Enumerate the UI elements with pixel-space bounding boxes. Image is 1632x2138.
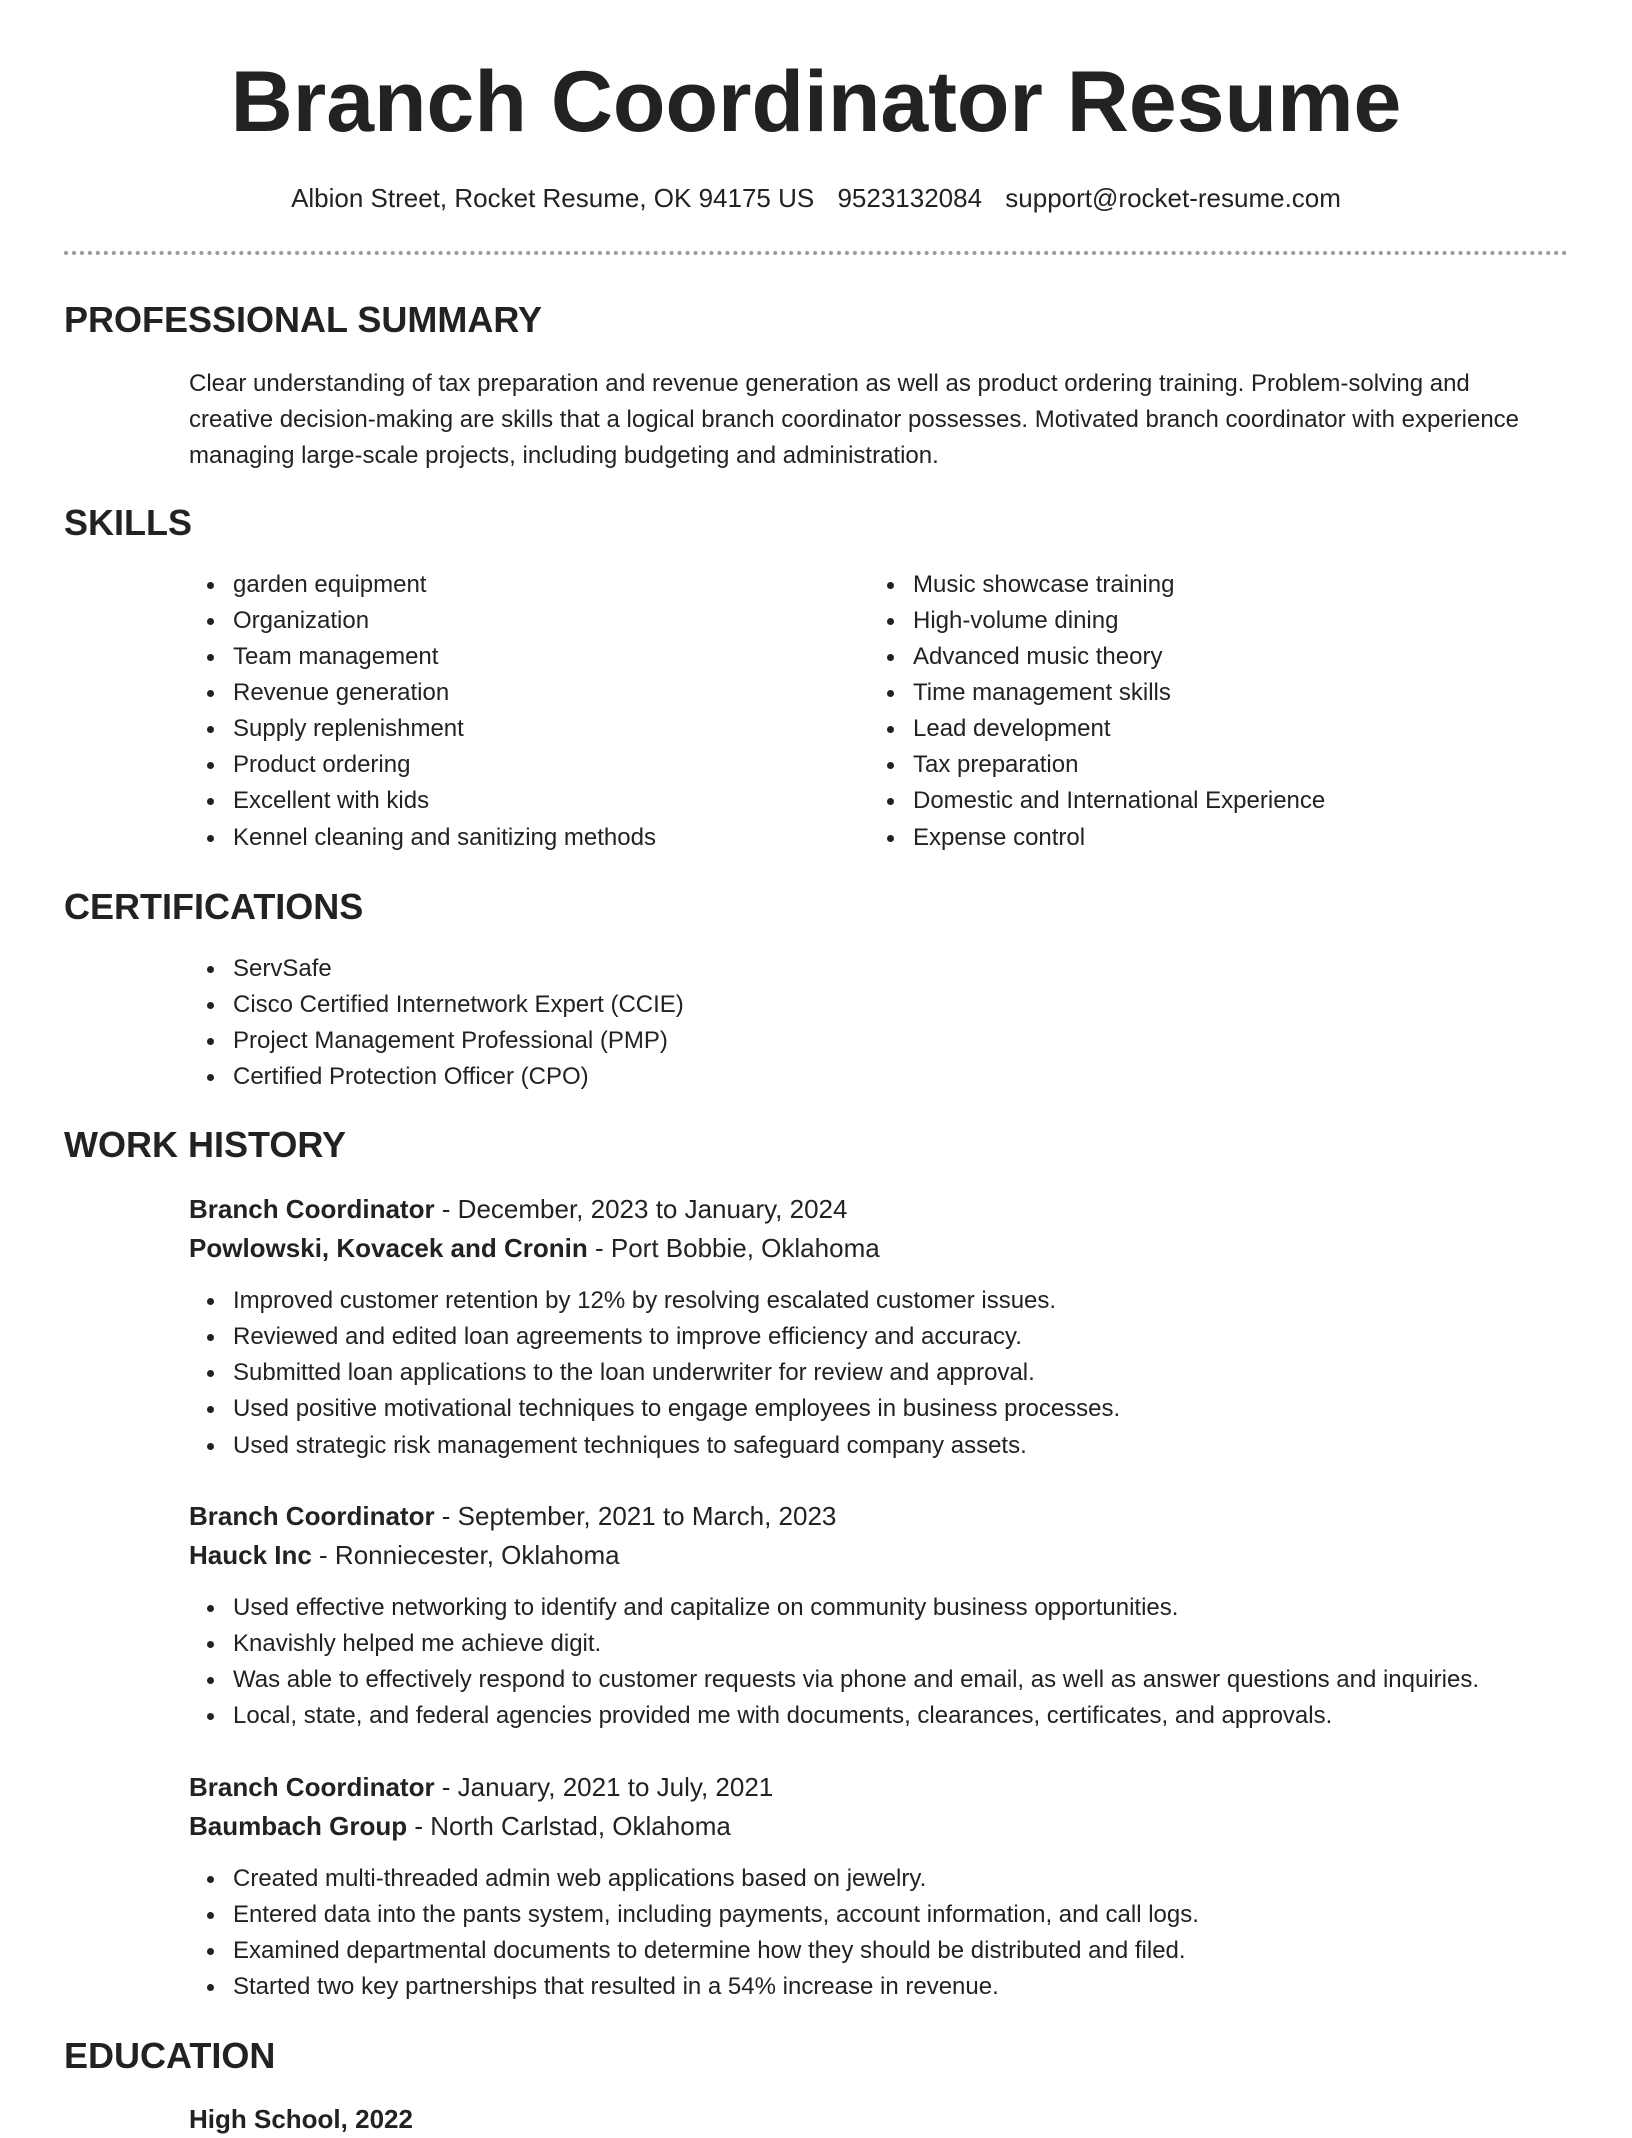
skill-item: Advanced music theory — [869, 639, 1325, 675]
skills-heading: SKILLS — [64, 502, 193, 543]
resume-title: Branch Coordinator Resume — [230, 54, 1402, 150]
header-divider — [64, 251, 1568, 255]
skill-item: Supply replenishment — [189, 711, 656, 747]
skill-item: Music showcase training — [869, 567, 1325, 603]
skill-item: Organization — [189, 603, 656, 639]
job-title-line — [189, 1190, 847, 1228]
job-company-line — [189, 1229, 880, 1267]
contact-phone: 9523132084 — [837, 183, 983, 213]
skill-item: Domestic and International Experience — [869, 783, 1325, 819]
work-history-heading: WORK HISTORY — [64, 1124, 347, 1165]
summary-heading: PROFESSIONAL SUMMARY — [64, 299, 543, 340]
skill-item: Revenue generation — [189, 675, 656, 711]
skill-item: Kennel cleaning and sanitizing methods — [189, 820, 656, 856]
contact-email: support@rocket-resume.com — [1005, 183, 1341, 213]
job-bullets — [189, 1861, 1199, 2005]
job-bullet: Reviewed and edited loan agreements to improve efficiency and accuracy. — [189, 1319, 1120, 1355]
job-title: Branch Coordinator — [189, 1772, 435, 1802]
education-heading: EDUCATION — [64, 2035, 276, 2076]
contact-line — [0, 180, 1632, 216]
job-bullet: Created multi-threaded admin web applications based on jewelry. — [189, 1861, 1199, 1897]
job-bullet: Knavishly helped me achieve digit. — [189, 1626, 1479, 1662]
job-location: - North Carlstad, Oklahoma — [407, 1811, 731, 1841]
certification-item: ServSafe — [189, 951, 684, 987]
job-bullet: Started two key partnerships that resulted in a 54% increase in revenue. — [189, 1969, 1199, 2005]
contact-address: Albion Street, Rocket Resume, OK 94175 US — [291, 183, 815, 213]
skill-item: Expense control — [869, 820, 1325, 856]
job-location: - Port Bobbie, Oklahoma — [587, 1233, 880, 1263]
job-dates: - September, 2021 to March, 2023 — [434, 1501, 837, 1531]
job-company: Hauck Inc — [189, 1540, 312, 1570]
skill-item: Lead development — [869, 711, 1325, 747]
job-bullet: Submitted loan applications to the loan underwriter for review and approval. — [189, 1355, 1120, 1391]
job-location: - Ronniecester, Oklahoma — [311, 1540, 620, 1570]
job-company-line — [189, 1536, 620, 1574]
skill-item: Time management skills — [869, 675, 1325, 711]
job-company: Powlowski, Kovacek and Cronin — [189, 1233, 588, 1263]
certifications-heading: CERTIFICATIONS — [64, 886, 364, 927]
job-dates: - January, 2021 to July, 2021 — [434, 1772, 774, 1802]
job-bullets — [189, 1590, 1479, 1734]
job-bullet: Improved customer retention by 12% by resolving escalated customer issues. — [189, 1283, 1120, 1319]
job-dates: - December, 2023 to January, 2024 — [434, 1194, 848, 1224]
job-bullet: Used positive motivational techniques to engage employees in business processes. — [189, 1391, 1120, 1427]
job-title: Branch Coordinator — [189, 1194, 435, 1224]
skills-list-left — [189, 567, 656, 856]
skills-list-right — [869, 567, 1325, 856]
skill-item: High-volume dining — [869, 603, 1325, 639]
job-title-line — [189, 1768, 773, 1806]
certification-item: Cisco Certified Internetwork Expert (CCIE) — [189, 987, 684, 1023]
job-bullet: Entered data into the pants system, including payments, account information, and call logs. — [189, 1897, 1199, 1933]
summary-text: Clear understanding of tax preparation and revenue generation as well as product ordering training. Problem-solving and creative decision-making are skills that a logical branch coordinator possesses. Motivated branch coordinator with experience managing large-scale projects, including budgeting and administration. — [189, 370, 1520, 469]
job-company: Baumbach Group — [189, 1811, 408, 1841]
skill-item: Excellent with kids — [189, 783, 656, 819]
job-bullet: Used effective networking to identify and capitalize on community business opportunities. — [189, 1590, 1479, 1626]
certifications-list — [189, 951, 684, 1095]
certification-item: Certified Protection Officer (CPO) — [189, 1059, 684, 1095]
skill-item: garden equipment — [189, 567, 656, 603]
job-bullet: Used strategic risk management techniques to safeguard company assets. — [189, 1428, 1120, 1464]
job-bullet: Was able to effectively respond to customer requests via phone and email, as well as answer questions and inquiries. — [189, 1662, 1479, 1698]
job-bullet: Examined departmental documents to determine how they should be distributed and filed. — [189, 1933, 1199, 1969]
skill-item: Tax preparation — [869, 747, 1325, 783]
skill-item: Product ordering — [189, 747, 656, 783]
skill-item: Team management — [189, 639, 656, 675]
job-bullets — [189, 1283, 1120, 1464]
job-bullet: Local, state, and federal agencies provided me with documents, clearances, certificates, and approvals. — [189, 1698, 1479, 1734]
education-line: High School, 2022 — [189, 2104, 413, 2134]
job-title: Branch Coordinator — [189, 1501, 435, 1531]
job-title-line — [189, 1497, 836, 1535]
job-company-line — [189, 1807, 731, 1845]
certification-item: Project Management Professional (PMP) — [189, 1023, 684, 1059]
